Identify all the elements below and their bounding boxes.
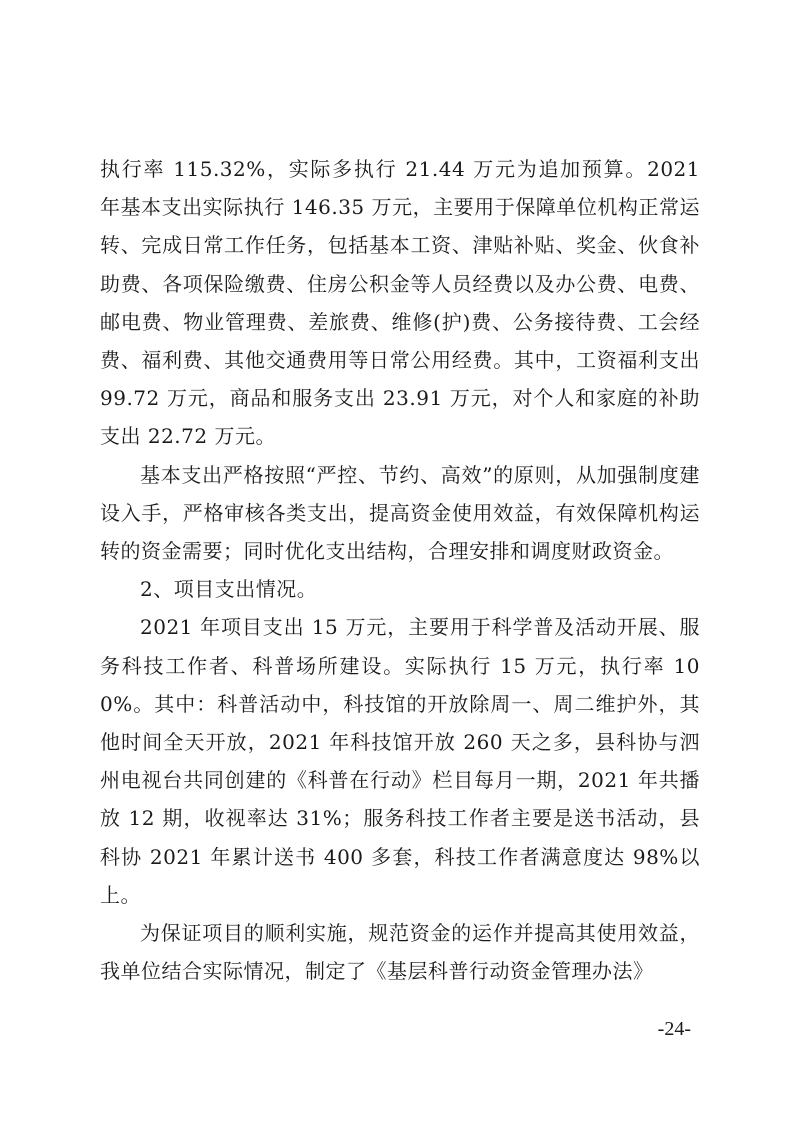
paragraph-project-implementation: 为保证项目的顺利实施，规范资金的运作并提高其使用效益，我单位结合实际情况，制定了《基层科普行动资金管理办法》 bbox=[100, 921, 700, 984]
paragraph-project-expenditure-details: 2021 年项目支出 15 万元，主要用于科学普及活动开展、服务科技工作者、科普场所建设。实际执行 15 万元，执行率 100%。其中：科普活动中，科技馆的开放除周一、周二维护外，其他时间全天开放，2021 年科技馆开放 260 天之多，县科协与泗州电视台共同创建的《科普在行动》栏目每月一期，2021 年共播放 12 期，收视率达 31%；服务科技工作者主要是送书活动，县科协 2021 年累计送书 400 多套，科技工作者满意度达 98%以上。 bbox=[100, 615, 700, 907]
paragraph-basic-expenditure-execution: 执行率 115.32%，实际多执行 21.44 万元为追加预算。2021 年基本支出实际执行 146.35 万元，主要用于保障单位机构正常运转、完成日常工作任务，包括基本工资、津贴补贴、奖金、伙食补助费、各项保险缴费、住房公积金等人员经费以及办公费、电费、邮电费、物业管理费、差旅费、维修(护)费、公务接待费、工会经费、福利费、其他交通费用等日常公用经费。其中，工资福利支出 99.72 万元，商品和服务支出 23.91 万元，对个人和家庭的补助支出 22.72 万元。 bbox=[100, 157, 700, 449]
page-number: -24- bbox=[657, 1018, 691, 1040]
document-body bbox=[100, 150, 700, 990]
section-heading-project-expenditure: 2、项目支出情况。 bbox=[140, 577, 318, 602]
paragraph-basic-expenditure-principles: 基本支出严格按照“严控、节约、高效”的原则，从加强制度建设入手，严格审核各类支出，提高资金使用效益，有效保障机构运转的资金需要；同时优化支出结构，合理安排和调度财政资金。 bbox=[100, 462, 700, 564]
